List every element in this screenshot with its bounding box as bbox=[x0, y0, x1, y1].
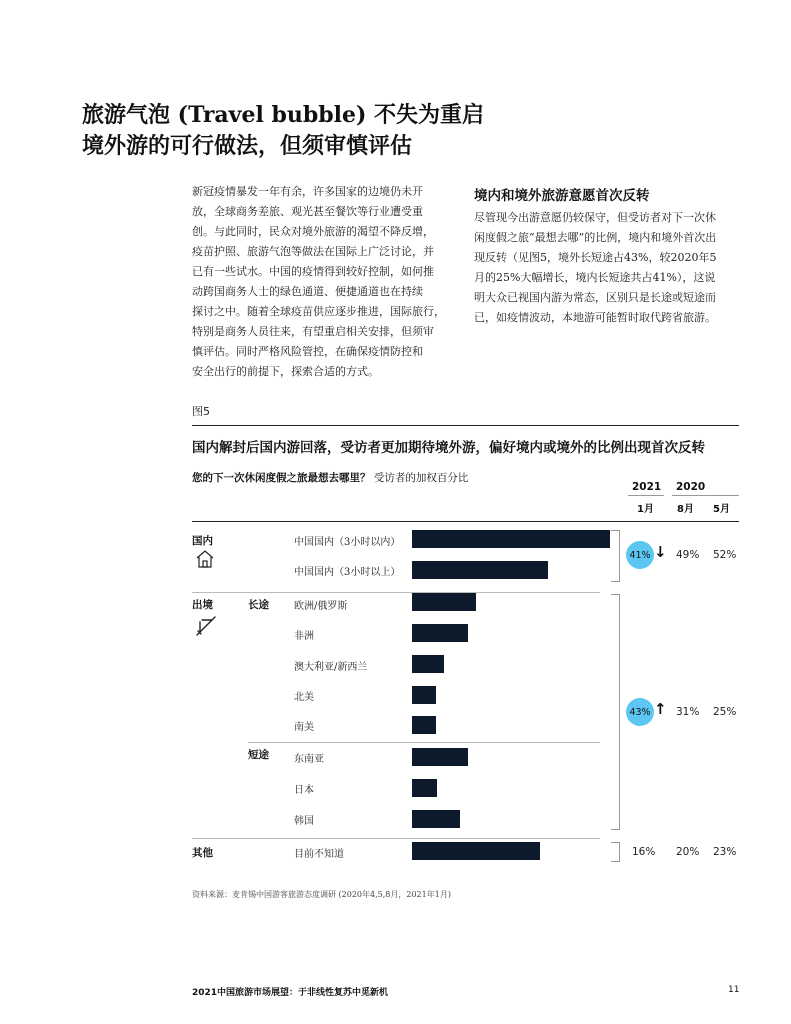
month-aug-header: 8月 bbox=[677, 504, 694, 515]
intro-line: 特别是商务人员往来，有望重启相关安排，但须审 bbox=[192, 325, 434, 338]
page-title-line-2: 境外游的可行做法，但须审慎评估 bbox=[82, 133, 413, 159]
category-label: 日本 bbox=[294, 785, 314, 796]
value-may-other: 23% bbox=[713, 846, 737, 858]
airplane-icon bbox=[194, 614, 218, 642]
category-label: 北美 bbox=[294, 692, 314, 703]
category-label: 中国国内（3小时以上） bbox=[294, 567, 401, 578]
value-aug-other: 20% bbox=[676, 846, 700, 858]
source-note: 资料来源：麦肯锡中国游客旅游态度调研 (2020年4,5,8月，2021年1月) bbox=[192, 890, 451, 899]
category-label: 韩国 bbox=[294, 816, 314, 827]
bracket-outbound bbox=[611, 594, 620, 830]
section-paragraph bbox=[474, 208, 744, 328]
section-heading: 境内和境外旅游意愿首次反转 bbox=[474, 188, 650, 204]
category-label: 南美 bbox=[294, 722, 314, 733]
page-number: 11 bbox=[728, 985, 740, 995]
question-bold: 您的下一次休闲度假之旅最想去哪里？ bbox=[192, 472, 371, 484]
category-label: 东南亚 bbox=[294, 754, 324, 765]
bar-korea bbox=[412, 810, 460, 828]
category-label: 澳大利亚/新西兰 bbox=[294, 662, 368, 673]
group-short-haul: 短途 bbox=[248, 749, 269, 761]
bar-domestic-long bbox=[412, 561, 548, 579]
intro-line: 新冠疫情暴发一年有余，许多国家的边境仍未开 bbox=[192, 185, 423, 198]
intro-line: 创。与此同时，民众对境外旅游的渴望不降反增， bbox=[192, 225, 434, 238]
highlight-jan-outbound: 43% bbox=[626, 698, 654, 726]
value-jan-other: 16% bbox=[632, 846, 656, 858]
intro-line: 动跨国商务人士的绿色通道、便捷通道也在持续 bbox=[192, 285, 423, 298]
value-aug-outbound: 31% bbox=[676, 706, 700, 718]
category-label: 欧洲/俄罗斯 bbox=[294, 601, 348, 612]
bar-north-america bbox=[412, 686, 436, 704]
house-icon bbox=[195, 549, 215, 573]
bar-japan bbox=[412, 779, 437, 797]
month-may-header: 5月 bbox=[713, 504, 730, 515]
intro-line: 放，全球商务差旅、观光甚至餐饮等行业遭受重 bbox=[192, 205, 423, 218]
bar-southeast-asia bbox=[412, 748, 468, 766]
section-line: 已，如疫情波动，本地游可能暂时取代跨省旅游。 bbox=[474, 311, 716, 324]
page-title-line-1: 旅游气泡 (Travel bubble) 不失为重启 bbox=[82, 102, 485, 128]
group-long-haul: 长途 bbox=[248, 599, 269, 611]
group-domestic: 国内 bbox=[192, 535, 213, 547]
month-jan-header: 1月 bbox=[637, 504, 654, 515]
bracket-other bbox=[611, 842, 620, 862]
page-title bbox=[82, 100, 722, 162]
value-may-domestic: 52% bbox=[713, 549, 737, 561]
chart-question bbox=[192, 470, 468, 485]
category-label: 目前不知道 bbox=[294, 849, 344, 860]
intro-line: 已有一些试水。中国的疫情得到较好控制，如何推 bbox=[192, 265, 434, 278]
group-other: 其他 bbox=[192, 847, 213, 859]
bar-africa bbox=[412, 624, 468, 642]
bar-south-america bbox=[412, 716, 436, 734]
subgroup-divider bbox=[248, 742, 600, 743]
chart-title: 国内解封后国内游回落，受访者更加期待境外游，偏好境内或境外的比例出现首次反转 bbox=[192, 440, 705, 456]
year-2021-header: 2021 bbox=[632, 481, 662, 493]
section-line: 尽管现今出游意愿仍较保守，但受访者对下一次休 bbox=[474, 211, 716, 224]
bar-domestic-short bbox=[412, 530, 610, 548]
intro-paragraph bbox=[192, 182, 462, 382]
question-normal: 受访者的加权百分比 bbox=[373, 472, 469, 484]
intro-line: 疫苗护照、旅游气泡等做法在国际上广泛讨论，并 bbox=[192, 245, 434, 258]
section-line: 月的25%大幅增长，境内长短途共占41%），这说 bbox=[474, 271, 716, 284]
bar-australia-nz bbox=[412, 655, 444, 673]
category-label: 中国国内（3小时以内） bbox=[294, 537, 401, 548]
group-outbound: 出境 bbox=[192, 599, 213, 611]
section-line: 闲度假之旅“最想去哪”的比例，境内和境外首次出 bbox=[474, 231, 717, 244]
bar-unknown bbox=[412, 842, 540, 860]
bracket-domestic bbox=[611, 530, 620, 582]
year-2021-rule bbox=[628, 495, 664, 496]
arrow-up-icon: ↑ bbox=[654, 700, 667, 718]
intro-line: 慎评估。同时严格风险管控，在确保疫情防控和 bbox=[192, 345, 423, 358]
group-divider bbox=[192, 592, 600, 593]
year-2020-header: 2020 bbox=[676, 481, 706, 493]
arrow-down-icon: ↓ bbox=[654, 543, 667, 561]
value-aug-domestic: 49% bbox=[676, 549, 700, 561]
section-line: 现反转（见图5，境外长短途占43%，较2020年5 bbox=[474, 251, 717, 264]
figure-top-rule bbox=[192, 425, 739, 426]
year-2020-rule bbox=[672, 495, 739, 496]
header-rule bbox=[192, 521, 739, 522]
bar-europe-russia bbox=[412, 593, 476, 611]
footer-title: 2021中国旅游市场展望：于非线性复苏中觅新机 bbox=[192, 988, 389, 998]
intro-line: 安全出行的前提下，探索合适的方式。 bbox=[192, 365, 379, 378]
value-may-outbound: 25% bbox=[713, 706, 737, 718]
category-label: 非洲 bbox=[294, 631, 314, 642]
figure-label: 图5 bbox=[192, 405, 210, 418]
intro-line: 探讨之中。随着全球疫苗供应逐步推进，国际旅行， bbox=[192, 305, 445, 318]
group-divider bbox=[192, 838, 600, 839]
section-line: 明大众已视国内游为常态，区别只是长途或短途而 bbox=[474, 291, 716, 304]
highlight-jan-domestic: 41% bbox=[626, 541, 654, 569]
